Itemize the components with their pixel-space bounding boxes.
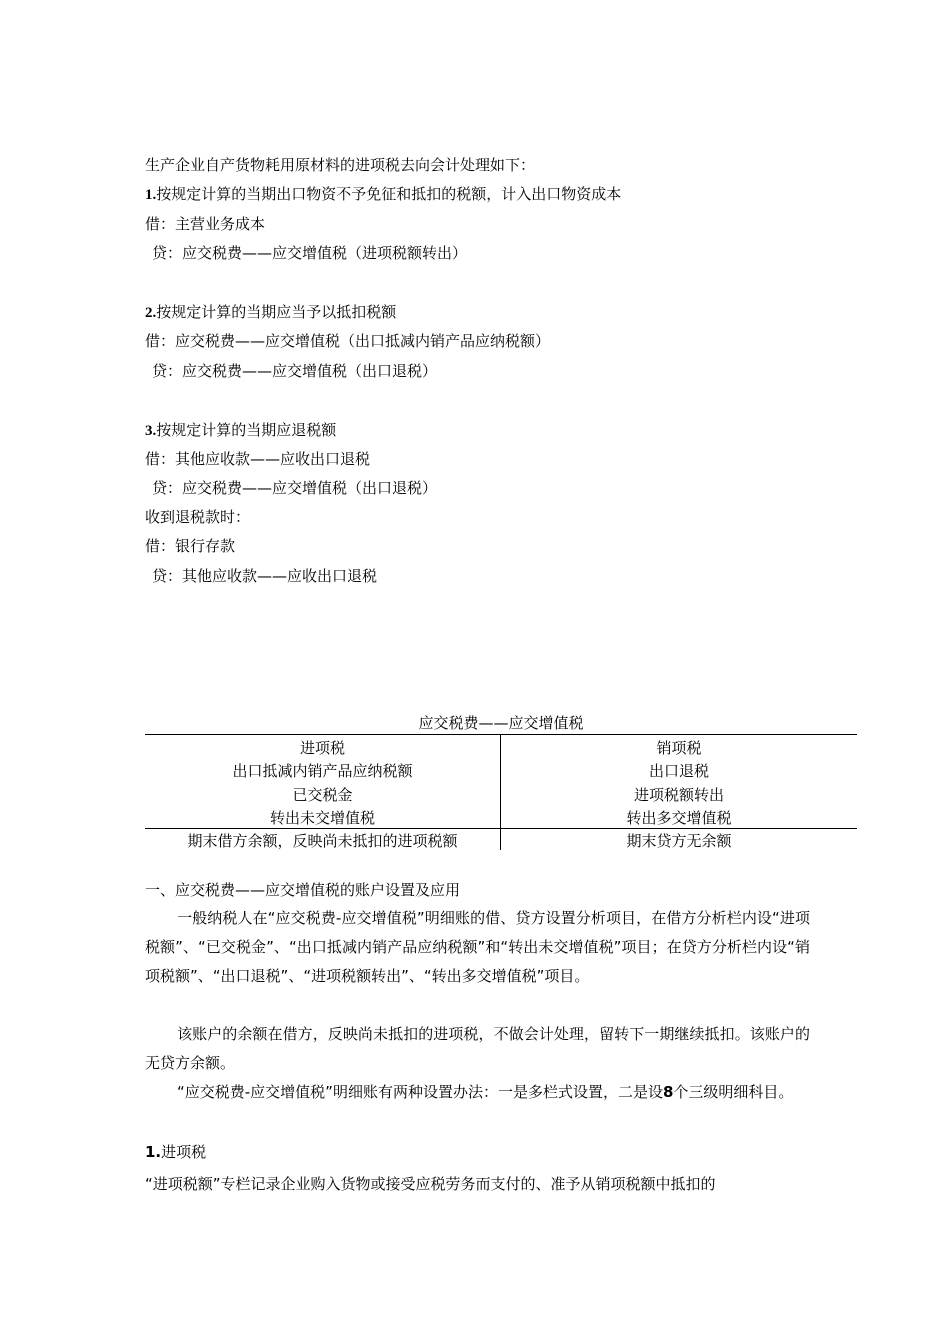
step-1-number: 1. <box>145 187 157 203</box>
ledger-debit-item: 转出未交增值税 <box>269 809 375 827</box>
ledger-debit-balance: 期末借方余额，反映尚未抵扣的进项税额 <box>187 832 458 850</box>
refund-title: 收到退税款时： <box>145 508 251 526</box>
step-1-credit: 贷：应交税费——应交增值税（进项税额转出） <box>152 244 468 262</box>
step-2-text: 按规定计算的当期应当予以抵扣税额 <box>156 303 397 321</box>
paragraph-2 <box>145 1020 810 1078</box>
step-1-text: 按规定计算的当期出口物资不予免征和抵扣的税额，计入出口物资成本 <box>156 185 622 203</box>
ledger-top-rule <box>145 734 857 735</box>
refund-debit: 借：银行存款 <box>145 537 236 555</box>
step-3-text: 按规定计算的当期应退税额 <box>156 421 337 439</box>
paragraph-1-text: 一般纳税人在“应交税费-应交增值税”明细账的借、贷方设置分析项目，在借方分析栏内设“进项税额”、“已交税金”、“出口抵减内销产品应纳税额”和“转出未交增值税”项目；在贷方分析栏内设“销项税额”、“出口退税”、“进项税额转出”、“转出多交增值税”项目。 <box>145 909 810 985</box>
subheading-1 <box>145 1142 206 1162</box>
step-2-number: 2. <box>145 305 157 321</box>
paragraph-3 <box>145 1078 810 1107</box>
ledger-credit-balance: 期末贷方无余额 <box>626 832 732 850</box>
step-2-credit: 贷：应交税费——应交增值税（出口退税） <box>152 362 438 380</box>
paragraph-3-text-a: “应交税费-应交增值税”明细账有两种设置办法：一是多栏式设置，二是设 <box>177 1083 663 1101</box>
paragraph-3-number: 8 <box>662 1083 674 1101</box>
step-3-number: 3. <box>145 423 157 439</box>
step-1-heading <box>145 184 621 205</box>
subheading-1-number: 1. <box>145 1143 162 1161</box>
ledger-debit-item: 出口抵减内销产品应纳税额 <box>232 762 413 780</box>
refund-credit: 贷：其他应收款——应收出口退税 <box>152 567 378 585</box>
ledger-credit-item: 进项税额转出 <box>633 786 724 804</box>
subheading-1-text: 进项税 <box>161 1143 207 1161</box>
step-3-heading <box>145 420 336 441</box>
ledger-debit-item: 进项税 <box>299 739 345 757</box>
paragraph-4: “进项税额”专栏记录企业购入货物或接受应税劳务而支付的、准予从销项税额中抵扣的 <box>145 1175 716 1193</box>
ledger-credit-item: 销项税 <box>656 739 702 757</box>
step-1-debit: 借：主营业务成本 <box>145 215 266 233</box>
step-2-heading <box>145 302 396 323</box>
ledger-debit-item: 已交税金 <box>292 786 353 804</box>
ledger-balance-rule <box>145 828 857 829</box>
ledger-credit-item: 转出多交增值税 <box>626 809 732 827</box>
paragraph-3-text-b: 个三级明细科目。 <box>673 1083 794 1101</box>
paragraph-2-text: 该账户的余额在借方，反映尚未抵扣的进项税，不做会计处理，留转下一期继续抵扣。该账户的无贷方余额。 <box>145 1025 810 1072</box>
paragraph-1 <box>145 904 810 991</box>
step-3-debit: 借：其他应收款——应收出口退税 <box>145 450 371 468</box>
section-heading: 一、应交税费——应交增值税的账户设置及应用 <box>145 881 461 899</box>
ledger-credit-item: 出口退税 <box>648 762 709 780</box>
intro-title: 生产企业自产货物耗用原材料的进项税去向会计处理如下： <box>145 156 536 174</box>
ledger-title: 应交税费——应交增值税 <box>418 714 584 732</box>
step-3-credit: 贷：应交税费——应交增值税（出口退税） <box>152 479 438 497</box>
step-2-debit: 借：应交税费——应交增值税（出口抵减内销产品应纳税额） <box>145 332 551 350</box>
